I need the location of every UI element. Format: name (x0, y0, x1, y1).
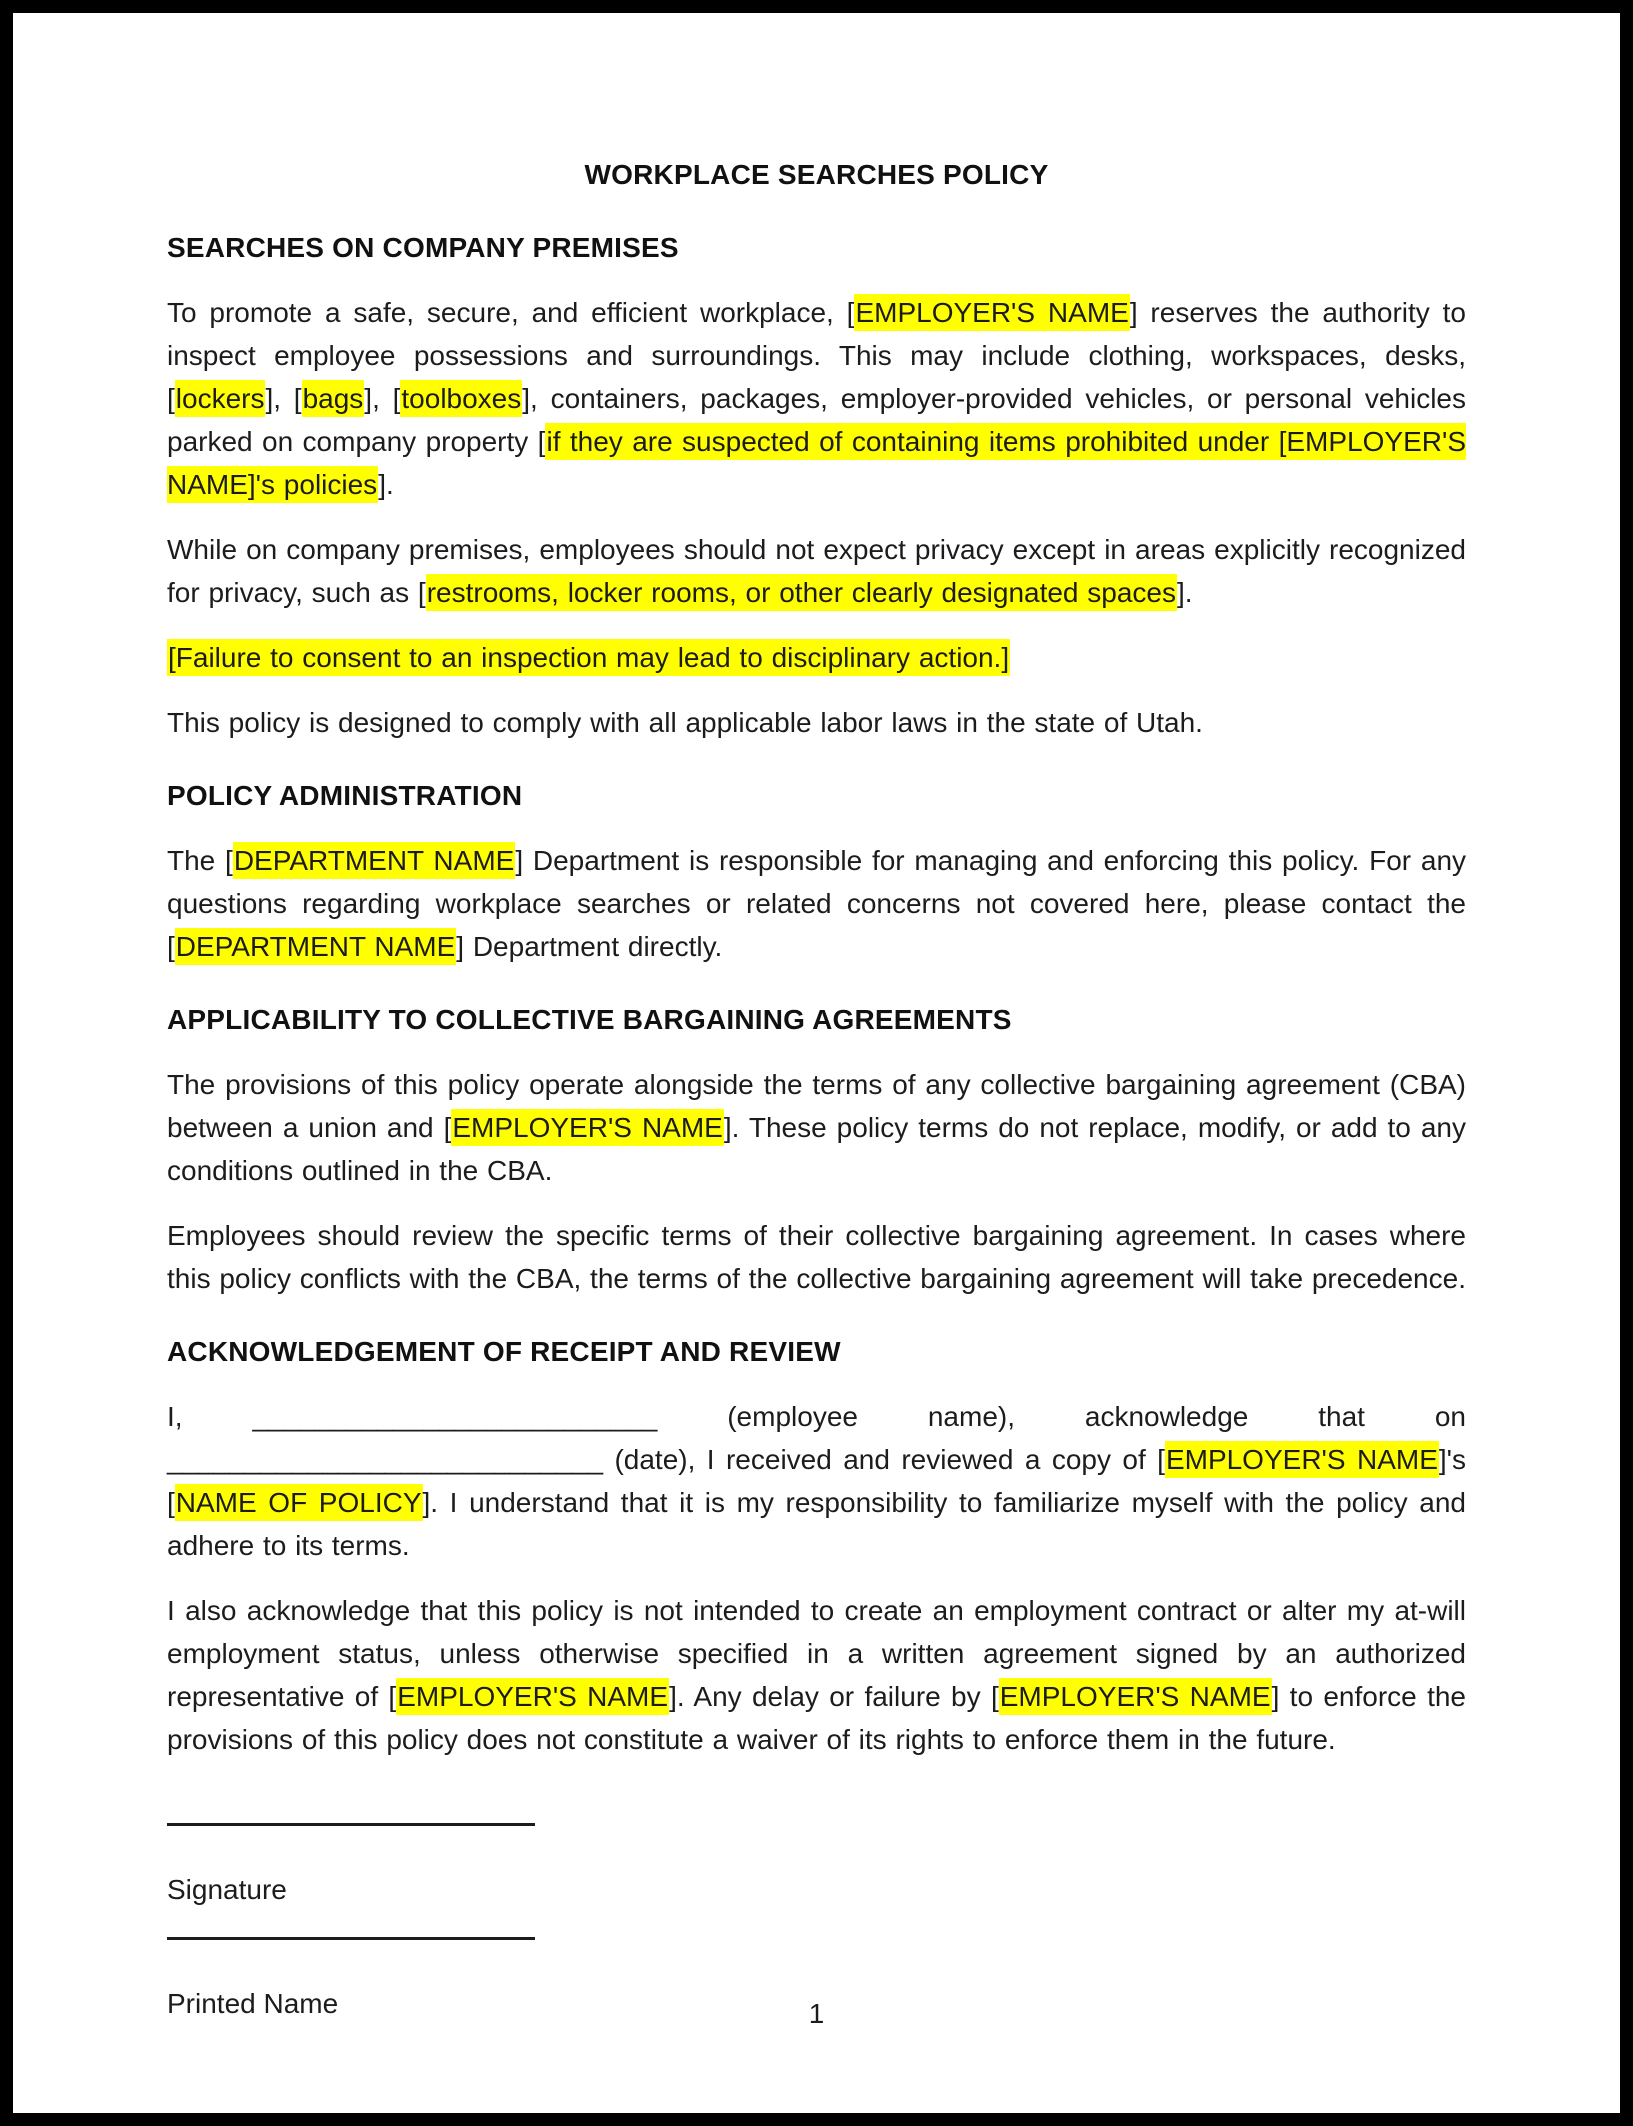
highlighted-placeholder: EMPLOYER'S NAME (854, 294, 1129, 331)
printed-name-label: Printed Name (167, 1988, 339, 2019)
page-number: 1 (808, 1998, 825, 2029)
paragraph (167, 636, 1466, 679)
highlighted-placeholder: [Failure to consent to an inspection may lead to disciplinary action.] (167, 639, 1010, 676)
printed-name-line (167, 1937, 535, 1940)
highlighted-placeholder: NAME OF POLICY (175, 1484, 423, 1521)
highlighted-placeholder: lockers (175, 380, 266, 417)
paragraph: The provisions of this policy operate alongside the terms of any collective bargaining agreement (CBA) between a union and [EMPLOYER'S NAME]. These policy terms do not replace, modify, or add to any conditions outlined in the CBA. (167, 1069, 1466, 1186)
highlighted-placeholder: EMPLOYER'S NAME (999, 1678, 1272, 1715)
paragraph: Employees should review the specific terms of their collective bargaining agreement. In cases where this policy conflicts with the CBA, the terms of the collective bargaining agreement will take precedence. (167, 1220, 1466, 1294)
document-content (13, 153, 1620, 2025)
document-body (167, 226, 1466, 1761)
paragraph: This policy is designed to comply with all applicable labor laws in the state of Utah. (167, 707, 1203, 738)
paragraph: I also acknowledge that this policy is not intended to create an employment contract or alter my at-will employment status, unless otherwise specified in a written agreement signed by an authorized representative of [EMPLOYER'S NAME]. Any delay or failure by [EMPLOYER'S NAME] to enforce the provisions of this policy does not constitute a waiver of its rights to enforce them in the future. (167, 1595, 1467, 1755)
highlighted-placeholder: restrooms, locker rooms, or other clearly designated spaces (426, 574, 1177, 611)
document-title: WORKPLACE SEARCHES POLICY (584, 159, 1049, 190)
section-heading: POLICY ADMINISTRATION (167, 780, 523, 811)
section-heading: APPLICABILITY TO COLLECTIVE BARGAINING AGREEMENTS (167, 1004, 1012, 1035)
highlighted-placeholder: EMPLOYER'S NAME (451, 1109, 724, 1146)
paragraph: I, __________________________ (employee name), acknowledge that on ____________________________ (date), I received and reviewed a copy of [EMPLOYER'S NAME]'s [NAME OF POLICY]. I understand that it is my responsibility to familiarize myself with the policy and adhere to its terms. (167, 1401, 1466, 1561)
highlighted-placeholder: toolboxes (400, 380, 522, 417)
section-heading: ACKNOWLEDGEMENT OF RECEIPT AND REVIEW (167, 1336, 841, 1367)
paragraph: The [DEPARTMENT NAME] Department is responsible for managing and enforcing this policy. For any questions regarding workplace searches or related concerns not covered here, please contact the [DEPARTMENT NAME] Department directly. (167, 839, 1466, 968)
signature-label: Signature (167, 1874, 287, 1905)
highlighted-placeholder: if they are suspected of containing items prohibited under [EMPLOYER'S NAME]'s policies (167, 423, 1466, 503)
highlighted-placeholder: EMPLOYER'S NAME (396, 1678, 669, 1715)
signature-line (167, 1823, 535, 1826)
paragraph: To promote a safe, secure, and efficient workplace, [EMPLOYER'S NAME] reserves the authority to inspect employee possessions and surroundings. This may include clothing, workspaces, desks, [lockers], [bags], [toolboxes], containers, packages, employer-provided vehicles, or personal vehicles parked on company property [if they are suspected of containing items prohibited under [EMPLOYER'S NAME]'s policies]. (167, 291, 1466, 506)
paragraph: While on company premises, employees should not expect privacy except in areas explicitly recognized for privacy, such as [restrooms, locker rooms, or other clearly designated spaces]. (167, 528, 1466, 614)
highlighted-placeholder: bags (302, 380, 365, 417)
highlighted-placeholder: DEPARTMENT NAME (233, 842, 516, 879)
highlighted-placeholder: DEPARTMENT NAME (175, 928, 456, 965)
section-heading: SEARCHES ON COMPANY PREMISES (167, 232, 679, 263)
highlighted-placeholder: EMPLOYER'S NAME (1165, 1441, 1439, 1478)
